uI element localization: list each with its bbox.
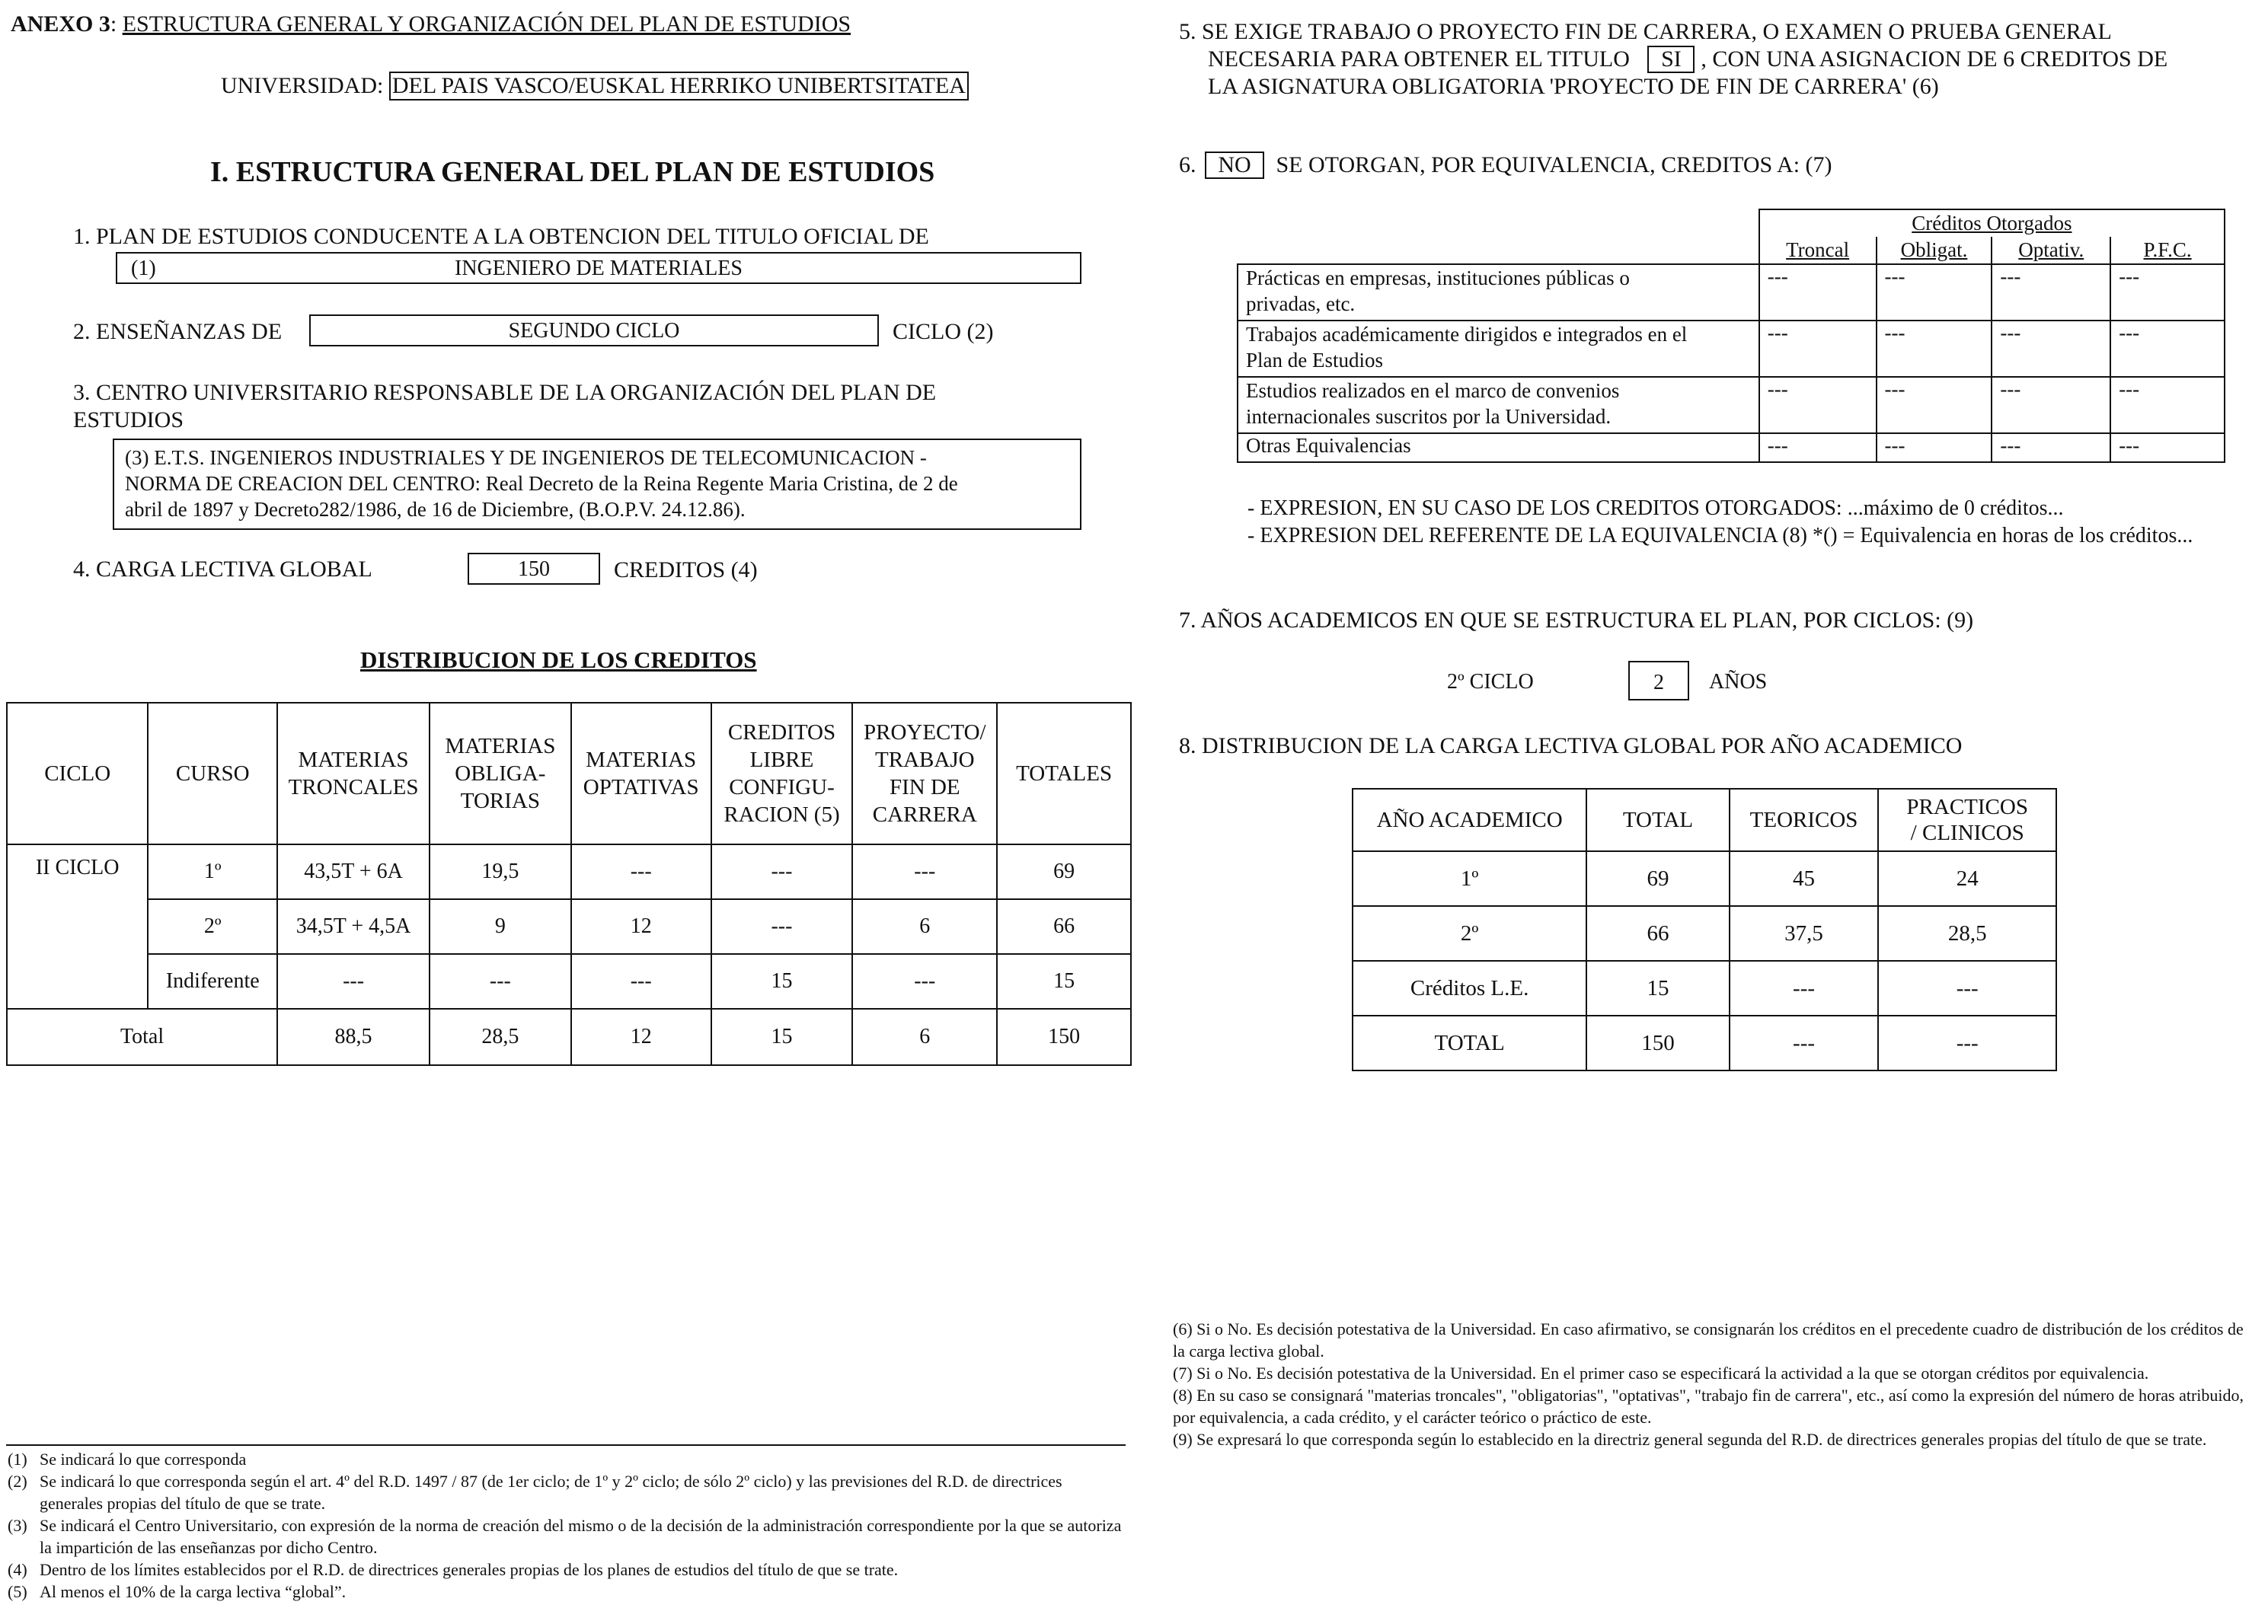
universidad-label: UNIVERSIDAD: bbox=[221, 73, 384, 98]
cell-optativas: 12 bbox=[571, 899, 711, 954]
distribucion-header-row bbox=[7, 703, 1131, 844]
section7-suffix: AÑOS bbox=[1709, 670, 1768, 694]
total-row bbox=[7, 1009, 1131, 1065]
section6-value: NO bbox=[1205, 152, 1264, 179]
section6-label: SE OTORGAN, POR EQUIVALENCIA, CREDITOS A: (7) bbox=[1276, 152, 1832, 177]
creditos-otorgados-title: Créditos Otorgados bbox=[1759, 209, 2225, 237]
item4-label: 4. CARGA LECTIVA GLOBAL bbox=[73, 557, 372, 582]
hdr-anio: AÑO ACADEMICO bbox=[1353, 789, 1586, 851]
creditos-otorgados-table bbox=[1237, 209, 2225, 463]
cell-libre: 15 bbox=[711, 954, 853, 1009]
item1-label: 1. PLAN DE ESTUDIOS CONDUCENTE A LA OBTENCION DEL TITULO OFICIAL DE bbox=[73, 224, 929, 249]
cell-proyecto: --- bbox=[852, 844, 997, 899]
total-totales: 150 bbox=[997, 1009, 1131, 1065]
titulo-value: INGENIERO DE MATERIALES bbox=[455, 257, 743, 280]
anexo-title: ESTRUCTURA GENERAL Y ORGANIZACIÓN DEL PLAN DE ESTUDIOS bbox=[122, 11, 851, 37]
section7-label: 7. AÑOS ACADEMICOS EN QUE SE ESTRUCTURA EL PLAN, POR CICLOS: (9) bbox=[1179, 608, 1974, 633]
cell-curso: 2º bbox=[148, 899, 277, 954]
distribucion-title: DISTRIBUCION DE LOS CREDITOS bbox=[360, 646, 757, 673]
table-row: TOTAL 150 --- --- bbox=[1353, 1016, 2056, 1070]
cell-curso: Indiferente bbox=[148, 954, 277, 1009]
cell-troncales: 43,5T + 6A bbox=[277, 844, 430, 899]
hdr-ciclo: CICLO bbox=[7, 703, 148, 844]
ciclo-cell: II CICLO bbox=[7, 844, 148, 1009]
total-libre: 15 bbox=[711, 1009, 853, 1065]
table-row bbox=[7, 899, 1131, 954]
universidad-row bbox=[221, 72, 969, 101]
total-troncales: 88,5 bbox=[277, 1009, 430, 1065]
item2-label: 2. ENSEÑANZAS DE bbox=[73, 319, 283, 344]
section7-value: 2 bbox=[1628, 661, 1689, 700]
cell-curso: 1º bbox=[148, 844, 277, 899]
item3-label-1: 3. CENTRO UNIVERSITARIO RESPONSABLE DE LA ORGANIZACIÓN DEL PLAN DE bbox=[73, 380, 937, 405]
total-obligatorias: 28,5 bbox=[430, 1009, 571, 1065]
cell-obligatorias: 19,5 bbox=[430, 844, 571, 899]
hdr-total: TOTAL bbox=[1586, 789, 1729, 851]
footnote: (3) Se indicará el Centro Universitario, con expresión de la norma de creación del mismo o de la decisión de la administración correspondiente por la que se autoriza la impartición de las enseñanzas por dicho Centro. bbox=[8, 1516, 1122, 1557]
hdr-troncales: MATERIAS TRONCALES bbox=[277, 703, 430, 844]
distribucion-table bbox=[6, 702, 1132, 1066]
table-row bbox=[7, 844, 1131, 899]
section5-line1: 5. SE EXIGE TRABAJO O PROYECTO FIN DE CARRERA, O EXAMEN O PRUEBA GENERAL bbox=[1179, 19, 2112, 44]
section-title: I. ESTRUCTURA GENERAL DEL PLAN DE ESTUDIOS bbox=[210, 156, 935, 188]
col-obligat: Obligat. bbox=[1877, 237, 1992, 264]
footnote-divider bbox=[6, 1444, 1126, 1446]
footnote: (6) Si o No. Es decisión potestativa de la Universidad. En caso afirmativo, se consignarán los créditos en el precedente cuadro de distribución de los créditos de la carga lectiva global. bbox=[1173, 1319, 2244, 1361]
item1-note: (1) bbox=[131, 257, 156, 280]
cell-optativas: --- bbox=[571, 844, 711, 899]
cell-proyecto: --- bbox=[852, 954, 997, 1009]
cell-libre: --- bbox=[711, 899, 853, 954]
col-pfc: P.F.C. bbox=[2110, 237, 2225, 264]
section5-line2b: , CON UNA ASIGNACION DE 6 CREDITOS DE bbox=[1701, 46, 2168, 72]
section5 bbox=[1179, 18, 2167, 101]
carga-table bbox=[1352, 788, 2057, 1071]
hdr-obligatorias: MATERIAS OBLIGA- TORIAS bbox=[430, 703, 571, 844]
col-troncal: Troncal bbox=[1759, 237, 1877, 264]
footnotes-left bbox=[8, 1448, 1127, 1603]
section5-line2a: NECESARIA PARA OBTENER EL TITULO bbox=[1208, 46, 1630, 72]
hdr-curso: CURSO bbox=[148, 703, 277, 844]
table-row: Estudios realizados en el marco de convenios internacionales suscritos por la Universidad. --- --- --- --- bbox=[1238, 377, 2225, 433]
hdr-libre: CREDITOS LIBRE CONFIGU- RACION (5) bbox=[711, 703, 853, 844]
centro-line-1: (3) E.T.S. INGENIEROS INDUSTRIALES Y DE INGENIEROS DE TELECOMUNICACION - bbox=[125, 446, 927, 469]
anexo-label: ANEXO 3 bbox=[11, 11, 110, 37]
hdr-teoricos: TEORICOS bbox=[1730, 789, 1879, 851]
total-optativas: 12 bbox=[571, 1009, 711, 1065]
cell-totales: 69 bbox=[997, 844, 1131, 899]
footnote: (1) Se indicará lo que corresponda bbox=[8, 1450, 247, 1469]
item2-suffix: CICLO (2) bbox=[893, 319, 994, 344]
table-row: Prácticas en empresas, instituciones públicas o privadas, etc. --- --- --- --- bbox=[1238, 264, 2225, 321]
cell-obligatorias: --- bbox=[430, 954, 571, 1009]
section6-row bbox=[1179, 152, 1832, 179]
expresion-creditos: - EXPRESION, EN SU CASO DE LOS CREDITOS OTORGADOS: ...máximo de 0 créditos... bbox=[1247, 496, 2064, 520]
footnotes-right bbox=[1173, 1318, 2254, 1450]
cell-libre: --- bbox=[711, 844, 853, 899]
centro-field bbox=[113, 439, 1081, 530]
table-row bbox=[7, 954, 1131, 1009]
titulo-field bbox=[116, 252, 1081, 284]
footnote: (9) Se expresará lo que corresponda según lo establecido en la directriz general segunda del R.D. de directrices generales propias del título de que se trate. bbox=[1173, 1430, 2207, 1449]
hdr-practicos: PRACTICOS / CLINICOS bbox=[1878, 789, 2056, 851]
footnote: (7) Si o No. Es decisión potestativa de la Universidad. En el primer caso se especificará la actividad a la que se otorgan créditos por equivalencia. bbox=[1173, 1364, 2149, 1383]
total-proyecto: 6 bbox=[852, 1009, 997, 1065]
section7-ciclo: 2º CICLO bbox=[1447, 670, 1534, 694]
col-optativ: Optativ. bbox=[1992, 237, 2110, 264]
centro-line-2: NORMA DE CREACION DEL CENTRO: Real Decreto de la Reina Regente Maria Cristina, de 2 de bbox=[125, 472, 958, 495]
table-row: 1º 69 45 24 bbox=[1353, 851, 2056, 906]
cell-obligatorias: 9 bbox=[430, 899, 571, 954]
cell-totales: 66 bbox=[997, 899, 1131, 954]
footnote: (4) Dentro de los límites establecidos por el R.D. de directrices generales propias de los planes de estudios del título de que se trate. bbox=[8, 1560, 899, 1579]
footnote: (2) Se indicará lo que corresponda según el art. 4º del R.D. 1497 / 87 (de 1er ciclo; de 1º y 2º ciclo; de sólo 2º ciclo) y las previsiones del R.D. de directrices generales propias del título de que se trate. bbox=[8, 1472, 1062, 1513]
hdr-optativas: MATERIAS OPTATIVAS bbox=[571, 703, 711, 844]
hdr-proyecto: PROYECTO/ TRABAJO FIN DE CARRERA bbox=[852, 703, 997, 844]
carga-header-row bbox=[1353, 789, 2056, 851]
cell-proyecto: 6 bbox=[852, 899, 997, 954]
table-row: Trabajos académicamente dirigidos e integrados en el Plan de Estudios --- --- --- --- bbox=[1238, 321, 2225, 377]
carga-field: 150 bbox=[468, 553, 600, 585]
expresion-referente: - EXPRESION DEL REFERENTE DE LA EQUIVALENCIA (8) *() = Equivalencia en horas de los créditos... bbox=[1247, 524, 2193, 547]
hdr-totales: TOTALES bbox=[997, 703, 1131, 844]
centro-line-3: abril de 1897 y Decreto282/1986, de 16 de Diciembre, (B.O.P.V. 24.12.86). bbox=[125, 498, 746, 521]
cell-troncales: --- bbox=[277, 954, 430, 1009]
universidad-value: DEL PAIS VASCO/EUSKAL HERRIKO UNIBERTSITATEA bbox=[389, 72, 969, 101]
ciclo-field: SEGUNDO CICLO bbox=[309, 314, 879, 346]
cell-troncales: 34,5T + 4,5A bbox=[277, 899, 430, 954]
cell-totales: 15 bbox=[997, 954, 1131, 1009]
anexo-heading: ANEXO 3: ESTRUCTURA GENERAL Y ORGANIZACIÓN DEL PLAN DE ESTUDIOS bbox=[11, 11, 851, 37]
cell-optativas: --- bbox=[571, 954, 711, 1009]
table-row: Créditos L.E. 15 --- --- bbox=[1353, 961, 2056, 1016]
table-row: Otras Equivalencias --- --- --- --- bbox=[1238, 433, 2225, 462]
item3-label-2: ESTUDIOS bbox=[73, 407, 184, 432]
table-row: 2º 66 37,5 28,5 bbox=[1353, 906, 2056, 961]
total-label: Total bbox=[7, 1009, 277, 1065]
section5-value: SI bbox=[1647, 46, 1695, 73]
footnote: (8) En su caso se consignará "materias troncales", "obligatorias", "optativas", "trabajo fin de carrera", etc., así como la expresión del número de horas atribuido, por equivalencia, a cada crédito, y el carácter teórico o práctico de este. bbox=[1173, 1386, 2244, 1427]
item4-suffix: CREDITOS (4) bbox=[614, 557, 758, 582]
section5-line3: LA ASIGNATURA OBLIGATORIA 'PROYECTO DE FIN DE CARRERA' (6) bbox=[1208, 74, 1939, 99]
section6-num: 6. bbox=[1179, 152, 1196, 177]
creditos-header-row bbox=[1238, 237, 2225, 264]
section8-label: 8. DISTRIBUCION DE LA CARGA LECTIVA GLOBAL POR AÑO ACADEMICO bbox=[1179, 733, 1963, 758]
footnote: (5) Al menos el 10% de la carga lectiva “global”. bbox=[8, 1582, 347, 1601]
